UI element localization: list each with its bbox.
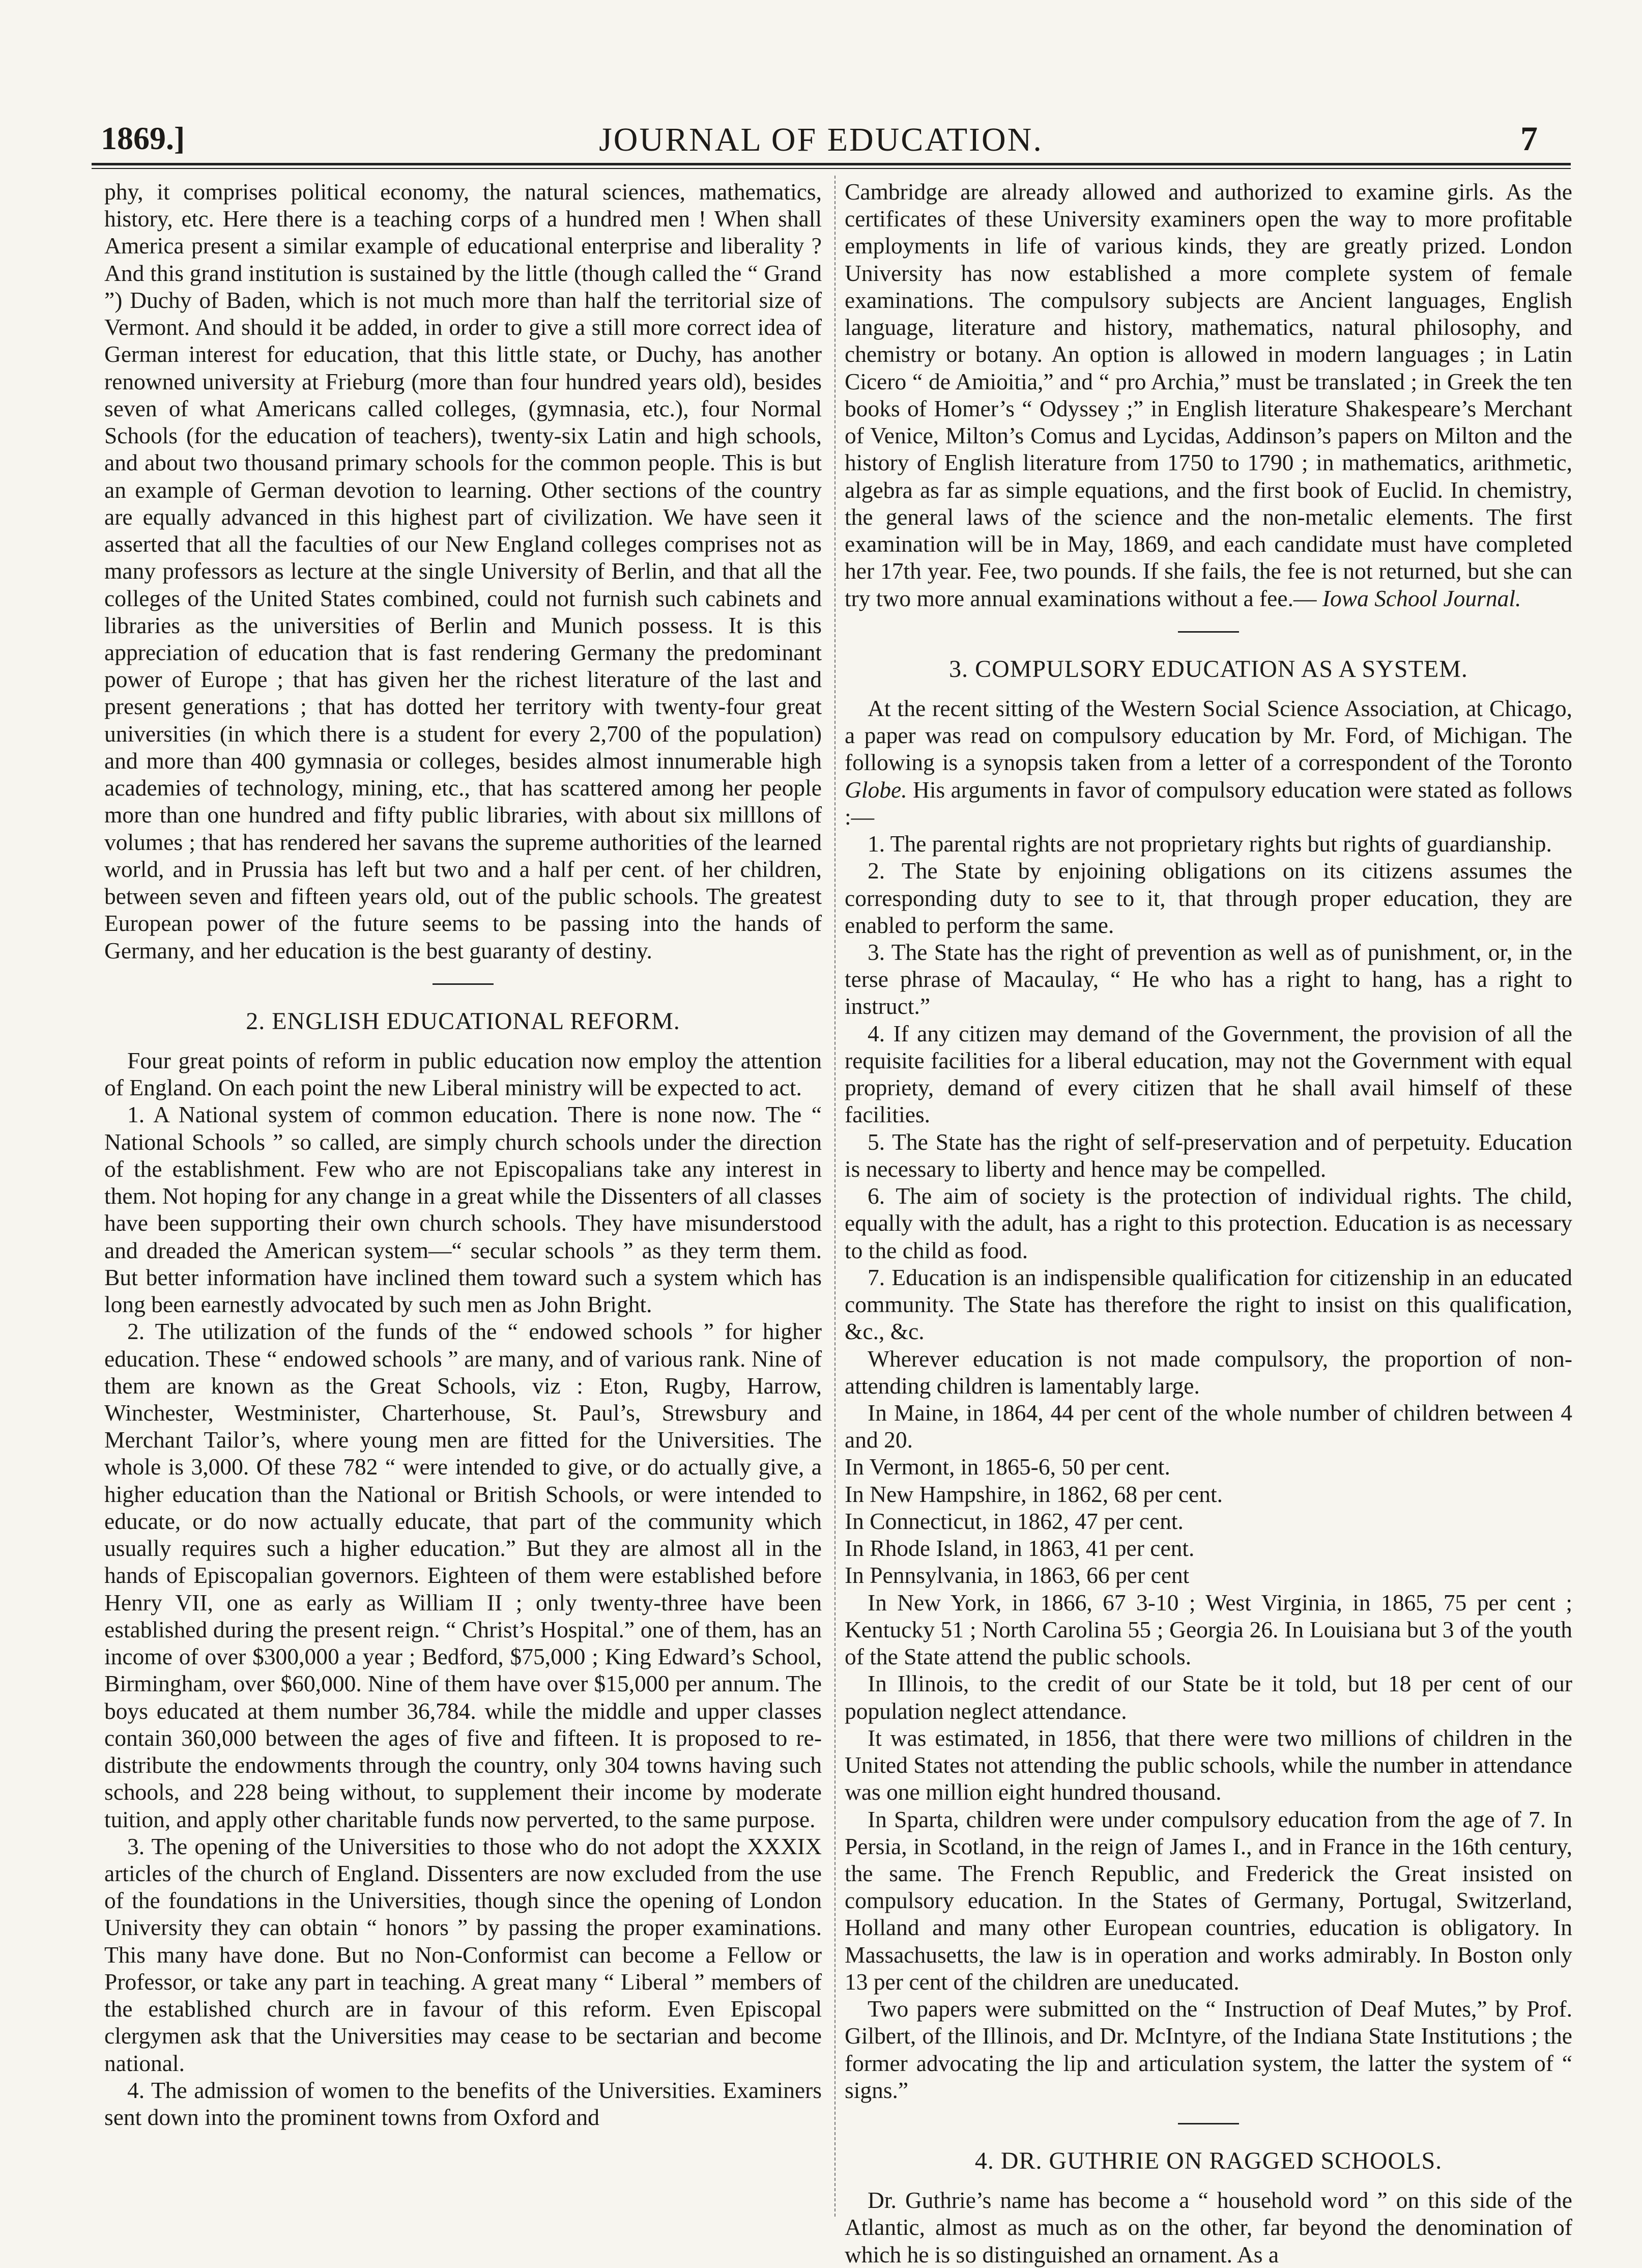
argument-2: 2. The State by enjoining obligations on its citizens assumes the corresponding duty to see to it, that through proper education, they are enabled to perform the same. (845, 858, 1572, 938)
estimate-paragraph: It was estimated, in 1856, that there were two millions of children in the United States not attending the public schools, while the number in attendance was one million eight hundred thousand. (845, 1724, 1572, 1805)
stat-pennsylvania: In Pennsylvania, in 1863, 66 per cent (845, 1562, 1190, 1589)
stat-vermont: In Vermont, in 1865-6, 50 per cent. (845, 1454, 1170, 1480)
intro-text: At the recent sitting of the Western Social Science Association, at Chicago, a paper was read on compulsory education by Mr. Ford, of Michigan. The following is a synopsis taken from a letter of a correspondent of the Toronto (845, 695, 1572, 776)
guthrie-paragraph: Dr. Guthrie’s name has become a “ household word ” on this side of the Atlantic, almost as much as on the other, far beyond the denomination of which he is so distinguished an ornament. As a (845, 2187, 1572, 2267)
argument-4: 4. If any citizen may demand of the Government, the provision of all the requisite facilities for a liberal education, may not the Government with equal propriety, demand of every citizen that he shall avail himself of these facilities. (845, 1020, 1572, 1128)
column-separator (834, 176, 836, 2217)
argument-5: 5. The State has the right of self-preservation and of perpetuity. Education is necessary to liberty and hence may be compelled. (845, 1128, 1572, 1182)
section-heading-english-reform: 2. ENGLISH EDUCATIONAL REFORM. (246, 1007, 680, 1035)
deaf-mutes-paragraph: Two papers were submitted on the “ Instruction of Deaf Mutes,” by Prof. Gilbert, of the Illinois, and Dr. McIntyre, of the Indiana State Institutions ; the former advocating the lip and articulation system, the latter the system of “ signs.” (845, 1996, 1572, 2103)
reform-point-4: 4. The admission of women to the benefits of the Universities. Examiners sent down into the prominent towns from Oxford and (104, 2077, 822, 2131)
page-header (76, 109, 1566, 165)
argument-7: 7. Education is an indispensible qualification for citizenship in an educated community. The State has therefore the right to insist on this qualification, &c., &c. (845, 1264, 1572, 1345)
stat-maine: In Maine, in 1864, 44 per cent of the whole number of children between 4 and 20. (845, 1400, 1572, 1453)
page-number: 7 (1520, 119, 1538, 158)
stat-rhode-island: In Rhode Island, in 1863, 41 per cent. (845, 1535, 1195, 1562)
intro-text-end: His arguments in favor of compulsory education were stated as follows :— (845, 776, 1572, 830)
reform-point-2: 2. The utilization of the funds of the “ endowed schools ” for higher education. These “ endowed schools ” are many, and of various rank. Nine of them are known as the Great Schools, viz : Eton, Rugby, Harrow, Winchester, Westminister, Charterhouse, St. Paul’s, Strewsbury and Merchant Tailor’s, where young men are fitted for the Universities. The whole is 3,000. Of these 782 “ were intended to give, or do actually give, a higher education than the National or British Schools, or were intended to educate, or do now actually educate, that part of the community which usually requires such a higher education.” But they are almost all in the hands of Episcopalian governors. Eighteen of them were established before Henry VII, one as early as William II ; only twenty-three have been established during the present reign. “ Christ’s Hospital.” one of them, has an income of over $300,000 a year ; Bedford, $75,000 ; King Edward’s School, Birmingham, over $60,000. Nine of them have over $15,000 per annum. The boys educated at them number 36,784. while the middle and upper classes contain 360,000 between the ages of five and fifteen. It is proposed to re-distribute the endowments through the country, only 304 towns having such schools, and 228 being without, to supplement their income by moderate tuition, and apply other charitable funds now perverted, to the same purpose. (104, 1318, 822, 1832)
header-year: 1869.] (101, 120, 185, 156)
section-heading-guthrie: 4. DR. GUTHRIE ON RAGGED SCHOOLS. (974, 2147, 1443, 2175)
german-education-paragraph: phy, it comprises political economy, the natural sciences, mathematics, history, etc. Here there is a teaching corps of a hundred men ! When shall America present a similar example of educational enterprise and liberality ? And this grand institution is sustained by the little (though called the “ Grand ”) Duchy of Baden, which is not much more than half the territorial size of Vermont. And should it be added, in order to give a still more correct idea of German interest for education, that this little state, or Duchy, has another renowned university at Frieburg (more than four hundred years old), besides seven of what Americans called colleges, (gymnasia, etc.), four Normal Schools (for the education of teachers), twenty-six Latin and high schools, and about two thousand primary schools for the common people. This is but an example of German devotion to learning. Other sections of the country are equally advanced in this highest part of civilization. We have seen it asserted that all the faculties of our New England colleges comprises not as many professors as lecture at the single University of Berlin, and that all the colleges of the United States combined, could not furnish such cabinets and libraries as the universities of Berlin and Munich possess. It is this appreciation of education that is fast rendering Germany the predominant power of Europe ; that has given her the richest literature of the last and present generations ; that has dotted her territory with twenty-four great universities (in which there is a student for every 2,700 of the population) and more than 400 gymnasia or colleges, besides almost innumerable high academies of technology, mining, etc., that has scattered among her people more than one hundred and fifty public libraries, with about six milllons of volumes ; that has rendered her savans the supreme authorities of the learned world, and in Prussia has left but two and a half per cent. of her children, between seven and fifteen years old, out of the public schools. The greatest European power of the future seems to be passing into the hands of Germany, and her education is the best guaranty of destiny. (104, 179, 822, 963)
header-rule-thin (92, 168, 1571, 169)
reform-point-3: 3. The opening of the Universities to those who do not adopt the XXXIX articles of the church of England. Dissenters are now excluded from the use of the foundations in the Universities, though since the opening of London University they can obtain “ honors ” by passing the proper examinations. This many have done. But no Non-Conformist can become a Fellow or Professor, or take any part in teaching. A great many “ Liberal ” members of the established church are in favour of this reform. Even Episcopal clergymen ask that the Universities may cease to be sectarian and become national. (104, 1833, 822, 2076)
stat-new-york: In New York, in 1866, 67 3-10 ; West Virginia, in 1865, 75 per cent ; Kentucky 51 ; North Carolina 55 ; Georgia 26. In Louisiana but 3 of the youth of the State attend the public schools. (845, 1589, 1572, 1670)
argument-1: 1. The parental rights are not proprietary rights but rights of guardianship. (868, 831, 1552, 857)
section-heading-compulsory: 3. COMPULSORY EDUCATION AS A SYSTEM. (949, 655, 1468, 683)
women-examinations-paragraph (845, 178, 1572, 612)
reform-intro-paragraph: Four great points of reform in public education now employ the attention of England. On each point the new Liberal ministry will be expected to act. (104, 1047, 822, 1101)
section-divider (433, 983, 494, 985)
reform-point-1: 1. A National system of common education. There is none now. The “ National Schools ” so called, are simply church schools under the direction of the establishment. Few who are not Episcopalians take any interest in them. Not hoping for any change in a great while the Dissenters of all classes have been supporting their own church schools. They have misunderstood and dreaded the American system—“ secular schools ” as they term them. But better information have inclined them toward such a system which has long been earnestly advocated by such men as John Bright. (104, 1101, 822, 1318)
globe-newspaper: Globe. (845, 776, 907, 803)
right-column (845, 178, 1572, 2268)
header-rule-thick (92, 163, 1571, 165)
stat-connecticut: In Connecticut, in 1862, 47 per cent. (845, 1508, 1184, 1534)
left-column (104, 178, 822, 2131)
journal-title: JOURNAL OF EDUCATION. (599, 121, 1043, 158)
section-divider (1178, 631, 1239, 633)
non-attendance-paragraph: Wherever education is not made compulsory, the proportion of non-attending children is lamentably large. (845, 1345, 1572, 1399)
argument-6: 6. The aim of society is the protection of individual rights. The child, equally with the adult, has a right to this protection. Education is as necessary to the child as food. (845, 1183, 1572, 1263)
stat-illinois: In Illinois, to the credit of our State be it told, but 18 per cent of our population neglect attendance. (845, 1670, 1572, 1724)
stat-new-hampshire: In New Hampshire, in 1862, 68 per cent. (845, 1481, 1223, 1507)
section-divider (1178, 2123, 1239, 2124)
history-paragraph: In Sparta, children were under compulsory education from the age of 7. In Persia, in Scotland, in the reign of James I., and in France in the 16th century, the same. The French Republic, and Frederick the Great insisted on compulsory education. In the States of Germany, Portugal, Switzerland, Holland and many other European countries, education is obligatory. In Massachusetts, the law is in operation and works admirably. In Boston only 13 per cent of the children are uneducated. (845, 1806, 1572, 1995)
source-citation: Iowa School Journal. (1322, 585, 1521, 611)
compulsory-intro-paragraph (845, 695, 1572, 830)
continuation-text: Cambridge are already allowed and authorized to examine girls. As the certificates of these University examiners open the way to more profitable employments in life of various kinds, they are greatly prized. London University has now established a more complete system of female examinations. The compulsory subjects are Ancient languages, English language, literature and history, mathematics, natural philosophy, and chemistry or botany. An option is allowed in modern languages ; in Latin Cicero “ de Amioitia,” and “ pro Archia,” must be translated ; in Greek the ten books of Homer’s “ Odyssey ;” in English literature Shakespeare’s Merchant of Venice, Milton’s Comus and Lycidas, Addinson’s papers on Milton and the history of English literature from 1750 to 1790 ; in mathematics, arithmetic, algebra as far as simple equations, and the first book of Euclid. In chemistry, the general laws of the science and the non-metalic elements. The first examination will be in May, 1869, and each candidate must have completed her 17th year. Fee, two pounds. If she fails, the fee is not returned, but she can try two more annual examinations without a fee.— (845, 179, 1572, 611)
argument-3: 3. The State has the right of prevention as well as of punishment, or, in the terse phrase of Macaulay, “ He who has a right to hang, has a right to instruct.” (845, 939, 1572, 1019)
